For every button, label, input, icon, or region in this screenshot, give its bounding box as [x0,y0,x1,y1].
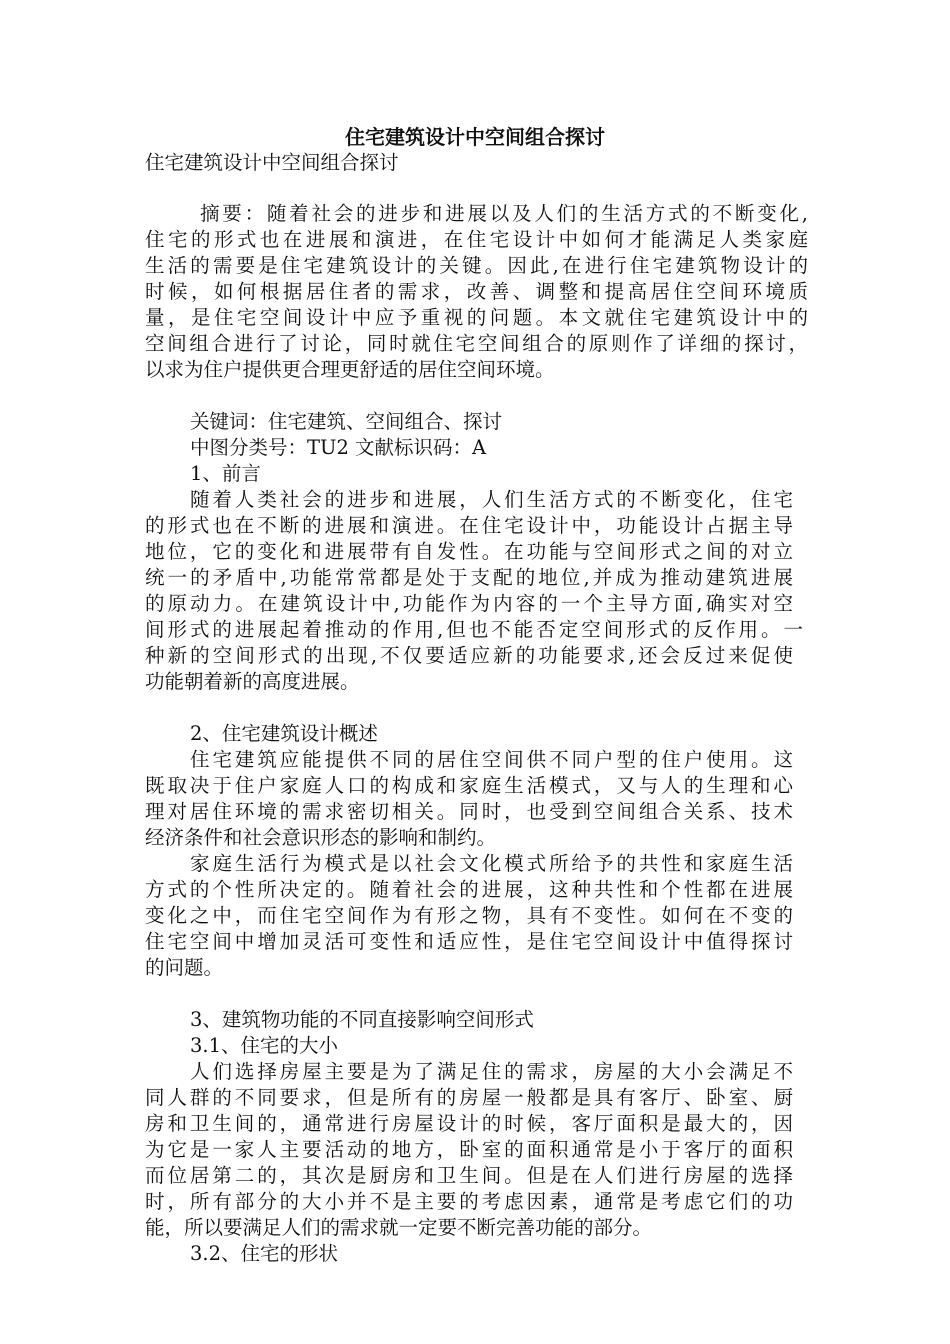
classification: 中图分类号：TU2 文献标识码：A [190,436,487,459]
paragraph-line: 为它是一家人主要活动的地方，卧室的面积通常是小于客厅的面积 [145,1138,793,1161]
paragraph-line: 统一的矛盾中,功能常常都是处于支配的地位,并成为推动建筑进展 [145,566,793,589]
section-1-heading: 1、前言 [190,462,261,485]
paragraph-line: 理对居住环境的需求密切相关。同时，也受到空间组合关系、技术 [145,800,793,823]
document-subtitle: 住宅建筑设计中空间组合探讨 [145,151,399,174]
section-3-2-heading: 3.2、住宅的形状 [190,1242,339,1265]
section-2-heading: 2、住宅建筑设计概述 [190,722,378,745]
paragraph-line: 种新的空间形式的出现,不仅要适应新的功能要求,还会反过来促使 [145,644,793,667]
paragraph-line: 间形式的进展起着推动的作用,但也不能否定空间形式的反作用。一 [145,618,803,641]
abstract-line: 以求为住户提供更合理更舒适的居住空间环境。 [145,358,555,381]
paragraph-line: 经济条件和社会意识形态的影响和制约。 [145,826,497,849]
abstract-line: 空间组合进行了讨论，同时就住宅空间组合的原则作了详细的探讨， [145,332,808,355]
paragraph-line: 家庭生活行为模式是以社会文化模式所给予的共性和家庭生活 [190,852,793,875]
abstract-line: 量，是住宅空间设计中应予重视的问题。本文就住宅建筑设计中的 [145,306,808,329]
section-3-heading: 3、建筑物功能的不同直接影响空间形式 [190,1008,534,1031]
paragraph-line: 功能朝着新的高度进展。 [145,670,360,693]
paragraph-line: 变化之中，而住宅空间作为有形之物，具有不变性。如何在不变的 [145,904,793,927]
paragraph-line: 住宅建筑应能提供不同的居住空间供不同户型的住户使用。这 [190,748,793,771]
paragraph-line: 而位居第二的，其次是厨房和卫生间。但是在人们进行房屋的选择 [145,1164,793,1187]
paragraph-line: 住宅空间中增加灵活可变性和适应性，是住宅空间设计中值得探讨 [145,930,793,953]
paragraph-line: 地位，它的变化和进展带有自发性。在功能与空间形式之间的对立 [145,540,793,563]
abstract-line: 摘要：随着社会的进步和进展以及人们的生活方式的不断变化, [200,202,808,225]
paragraph-line: 的问题。 [145,956,224,979]
paragraph-line: 的原动力。在建筑设计中,功能作为内容的一个主导方面,确实对空 [145,592,793,615]
paragraph-line: 时，所有部分的大小并不是主要的考虑因素，通常是考虑它们的功 [145,1190,793,1213]
paragraph-line: 房和卫生间的，通常进行房屋设计的时候，客厅面积是最大的，因 [145,1112,793,1135]
abstract-line: 住宅的形式也在进展和演进，在住宅设计中如何才能满足人类家庭 [145,228,808,251]
document-title: 住宅建筑设计中空间组合探讨 [345,125,605,149]
paragraph-line: 既取决于住户家庭人口的构成和家庭生活模式，又与人的生理和心 [145,774,793,797]
paragraph-line: 的形式也在不断的进展和演进。在住宅设计中，功能设计占据主导 [145,514,793,537]
abstract-line: 时候，如何根据居住者的需求，改善、调整和提高居住空间环境质 [145,280,808,303]
paragraph-line: 同人群的不同要求，但是所有的房屋一般都是具有客厅、卧室、厨 [145,1086,793,1109]
paragraph-line: 随着人类社会的进步和进展，人们生活方式的不断变化，住宅 [190,488,793,511]
paragraph-line: 方式的个性所决定的。随着社会的进展，这种共性和个性都在进展 [145,878,793,901]
abstract-line: 生活的需要是住宅建筑设计的关键。因此,在进行住宅建筑物设计的 [145,254,808,277]
paragraph-line: 能，所以要满足人们的需求就一定要不断完善功能的部分。 [145,1216,653,1239]
paragraph-line: 人们选择房屋主要是为了满足住的需求，房屋的大小会满足不 [190,1060,793,1083]
keywords: 关键词：住宅建筑、空间组合、探讨 [190,410,503,433]
section-3-1-heading: 3.1、住宅的大小 [190,1034,339,1057]
